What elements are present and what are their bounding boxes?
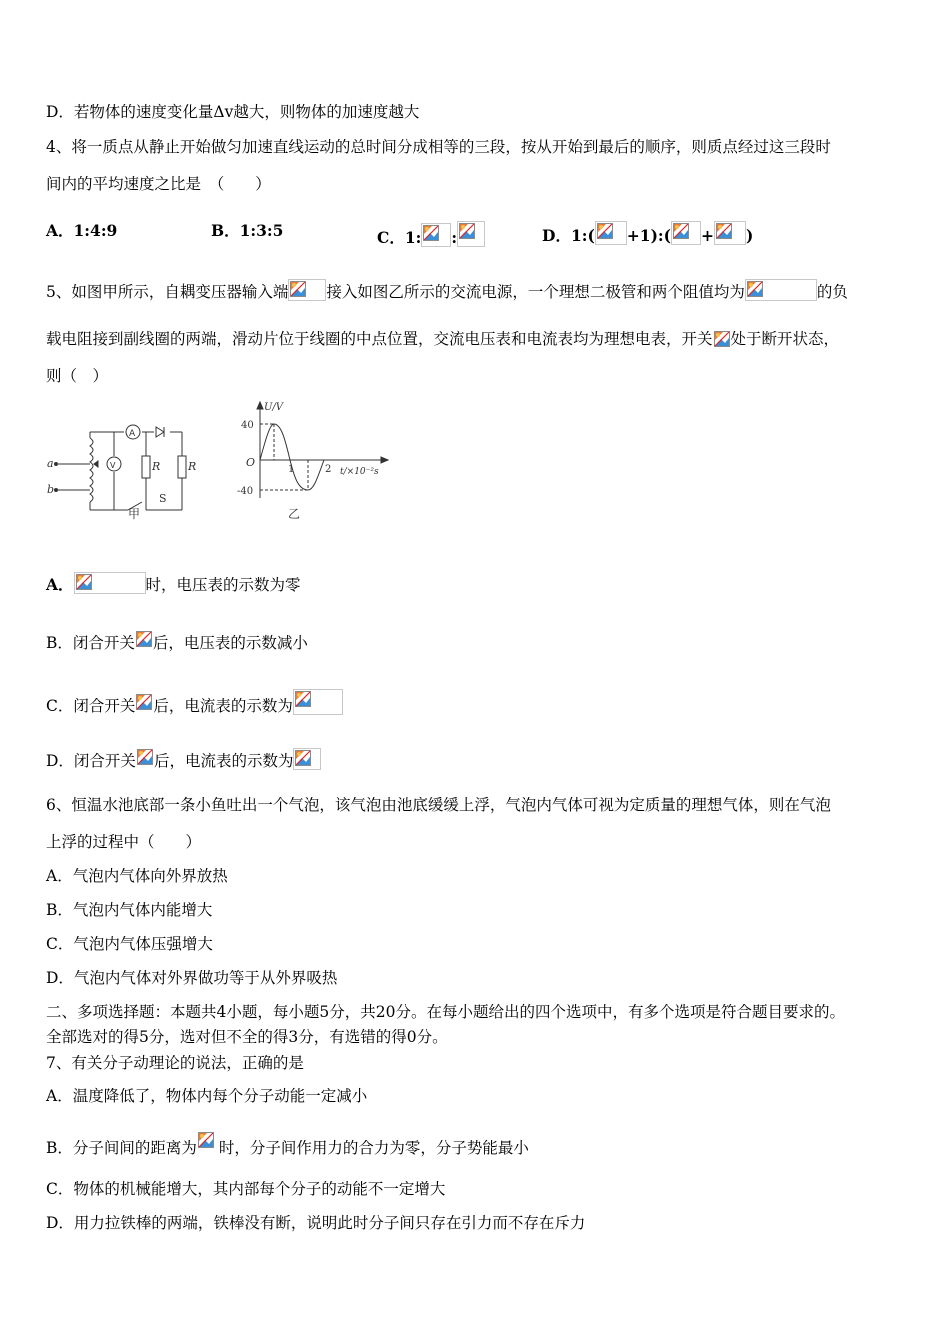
q5-stem-line3: 则（ ）: [46, 367, 109, 385]
q6-stem-line2: 上浮的过程中（ ）: [46, 833, 202, 851]
y-tick-40: 40: [241, 420, 254, 431]
broken-image-icon: [457, 221, 485, 247]
voltage-waveform-graph: [232, 398, 392, 523]
broken-image-icon: [745, 279, 817, 301]
broken-image-icon: [714, 221, 746, 245]
terminal-a-label: a: [47, 457, 54, 470]
q7-stem: 7、有关分子动理论的说法，正确的是: [46, 1054, 304, 1072]
terminal-b-label: b: [47, 483, 55, 496]
broken-image-icon: [288, 279, 326, 301]
ammeter-label: A: [129, 429, 136, 439]
section2-line1: 二、多项选择题：本题共4小题，每小题5分，共20分。在每小题给出的四个选项中，有多个选项是符合题目要求的。: [46, 1003, 845, 1021]
svg-text:V: V: [110, 461, 116, 470]
broken-image-icon: [671, 221, 701, 245]
broken-image-icon: [421, 223, 451, 247]
q5-stem-line1: 5、如图甲所示，自耦变压器输入端 接入如图乙所示的交流电源，一个理想二极管和两个阻值均为 的负: [46, 279, 848, 302]
q5-option-c: C．闭合开关 后，电流表的示数为: [46, 689, 343, 716]
q4-option-c: C．1: :: [377, 221, 485, 248]
q6-option-a: A．气泡内气体向外界放热: [46, 867, 228, 885]
q4-option-a: A．1:4:9: [46, 221, 118, 240]
broken-image-icon: [197, 1131, 219, 1157]
q7-option-c: C．物体的机械能增大，其内部每个分子的动能不一定增大: [46, 1180, 446, 1198]
broken-image-icon: [293, 748, 321, 770]
q5-option-a: A． 时，电压表的示数为零: [46, 572, 301, 595]
broken-image-icon: [136, 748, 154, 770]
q5-stem-line2: 载电阻接到副线圈的两端，滑动片位于线圈的中点位置，交流电压表和电流表均为理想电表，开关 处于断开状态，: [46, 330, 840, 348]
q6-option-b: B．气泡内气体内能增大: [46, 901, 213, 919]
q7-option-d: D．用力拉铁棒的两端，铁棒没有断，说明此时分子间只存在引力而不存在斥力: [46, 1214, 586, 1232]
broken-image-icon: [293, 689, 343, 715]
q6-option-c: C．气泡内气体压强增大: [46, 935, 213, 953]
broken-image-icon: [74, 572, 146, 594]
q6-stem-line1: 6、恒温水池底部一条小鱼吐出一个气泡，该气泡由池底缓缓上浮，气泡内气体可视为定质量的理想气体，则在气泡: [46, 796, 831, 814]
broken-image-icon: [713, 330, 731, 348]
q5-option-d: D．闭合开关 后，电流表的示数为: [46, 748, 321, 771]
y-axis-label: U/V: [264, 402, 284, 413]
q7-option-a: A．温度降低了，物体内每个分子动能一定减小: [46, 1087, 368, 1105]
circuit-diagram: [46, 420, 206, 525]
q7-option-b: B．分子间间的距离为 时，分子间作用力的合力为零，分子势能最小: [46, 1131, 529, 1158]
q3-option-d: D．若物体的速度变化量Δv越大，则物体的加速度越大: [46, 103, 420, 121]
broken-image-icon: [135, 630, 153, 652]
resistor-r2-label: R: [188, 460, 197, 473]
broken-image-icon: [135, 693, 153, 715]
q4-option-d: D．1:( +1):( + ): [542, 221, 753, 246]
section2-line2: 全部选对的得5分，选对但不全的得3分，有选错的得0分。: [46, 1028, 448, 1046]
broken-image-icon: [595, 221, 627, 245]
x-tick-2: 2: [325, 464, 332, 475]
q4-option-b: B．1:3:5: [211, 221, 284, 240]
q6-option-d: D．气泡内气体对外界做功等于从外界吸热: [46, 969, 338, 987]
x-tick-1: 1: [288, 464, 295, 475]
x-axis-label: t/×10⁻²s: [340, 467, 379, 477]
origin-label: O: [246, 456, 256, 469]
switch-label: S: [159, 492, 167, 505]
resistor-r1-label: R: [152, 460, 161, 473]
figure-caption-jia: 甲: [128, 507, 141, 521]
q4-stem-line1: 4、将一质点从静止开始做匀加速直线运动的总时间分成相等的三段，按从开始到最后的顺序，则质点经过这三段时: [46, 138, 831, 156]
q4-stem-line2: 间内的平均速度之比是 （ ）: [46, 175, 271, 193]
figure-caption-yi: 乙: [288, 507, 301, 521]
q5-option-b: B．闭合开关 后，电压表的示数减小: [46, 630, 308, 653]
y-tick-neg40: -40: [237, 486, 254, 497]
